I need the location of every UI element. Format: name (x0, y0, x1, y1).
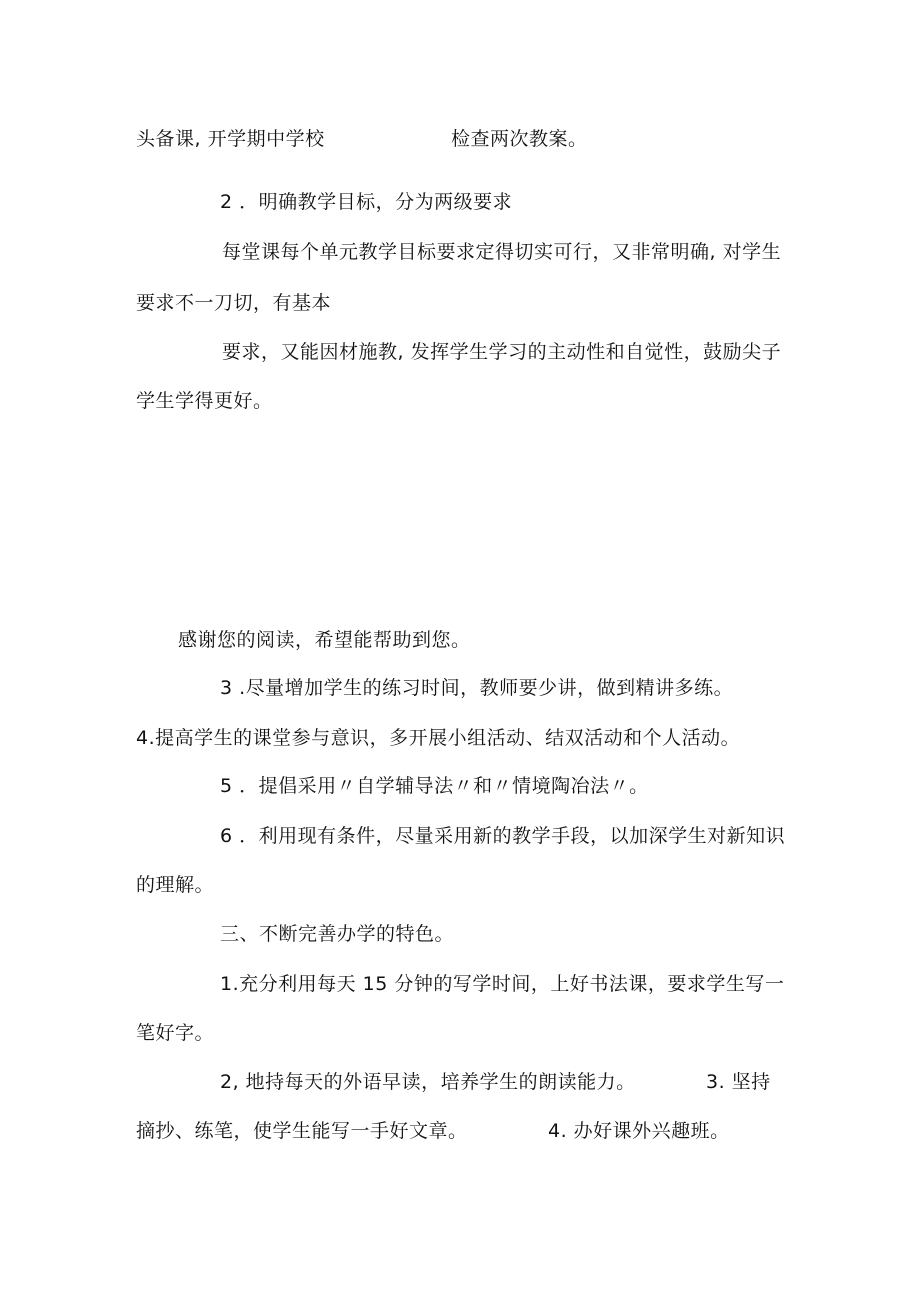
text-line: 3 .尽量增加学生的练习时间，教师要少讲，做到精讲多练。 (220, 677, 734, 699)
text-line: 要求不一刀切，有基本 (136, 292, 332, 314)
text-line: 摘抄、练笔，使学生能写一手好文章。 (136, 1120, 468, 1142)
text-line: 4.提高学生的课堂参与意识，多开展小组活动、结双活动和个人活动。 (136, 727, 741, 749)
text-line: 检查两次教案。 (451, 128, 588, 150)
text-line: 头备课, 开学期中学校 (136, 128, 325, 150)
text-line: 要求，又能因材施教, 发挥学生学习的主动性和自觉性，鼓励尖子 (222, 341, 782, 363)
text-line: 感谢您的阅读，希望能帮助到您。 (178, 629, 471, 651)
text-line: 的理解。 (136, 874, 215, 896)
text-line: 每堂课每个单元教学目标要求定得切实可行，又非常明确, 对学生 (222, 241, 782, 263)
text-line: 三、不断完善办学的特色。 (220, 923, 455, 945)
text-line: 6 ．利用现有条件，尽量采用新的教学手段，以加深学生对新知识 (220, 825, 786, 847)
text-line: 1.充分利用每天 15 分钟的写学时间，上好书法课，要求学生写一 (220, 973, 785, 995)
text-line: 笔好字。 (136, 1022, 215, 1044)
text-line: 2 ．明确教学目标，分为两级要求 (220, 191, 513, 213)
text-line: 2, 地持每天的外语早读，培养学生的朗读能力。 (220, 1071, 636, 1093)
text-line: 学生学得更好。 (136, 390, 273, 412)
text-line: 3. 坚持 (706, 1071, 771, 1093)
text-line: 4. 办好课外兴趣班。 (548, 1120, 730, 1142)
text-line: 5 ．提倡采用〃自学辅导法〃和〃情境陶冶法〃。 (220, 775, 649, 797)
